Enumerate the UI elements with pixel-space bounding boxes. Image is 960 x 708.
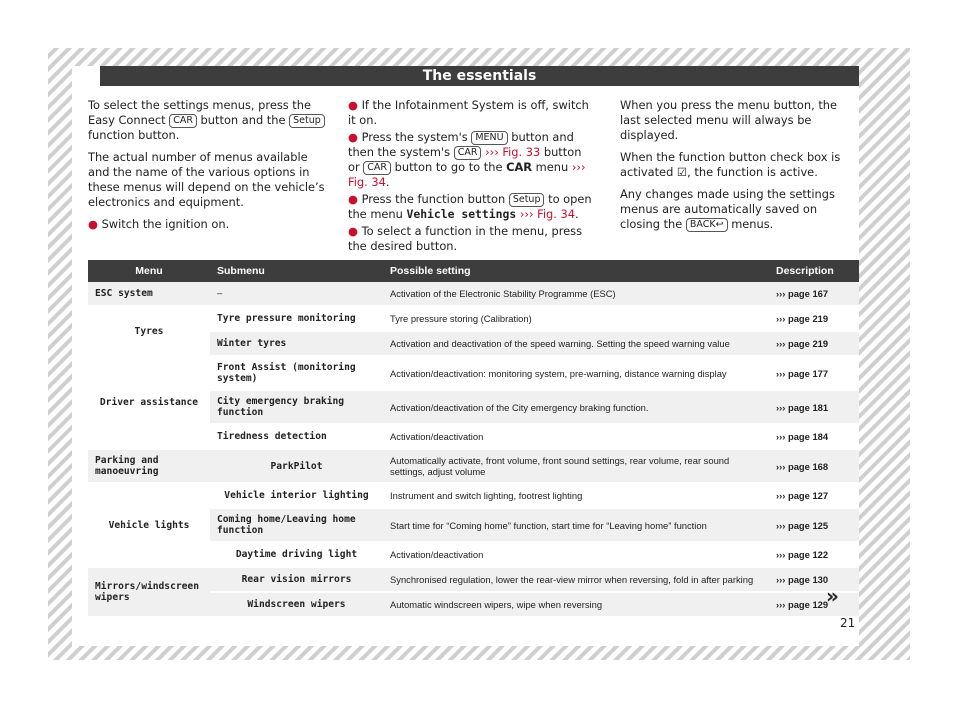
page-reference[interactable]: ››› page 167 (769, 282, 859, 306)
menu-cell: Mirrors/windscreen wipers (88, 567, 210, 617)
bullet-icon: ● (348, 192, 362, 206)
table-row (88, 449, 859, 483)
settings-table (88, 260, 859, 618)
menu-cell: Tyres (88, 306, 210, 356)
intro-column-3 (620, 98, 860, 239)
bullet-icon: ● (348, 224, 362, 238)
paragraph: When you press the menu button, the last selected menu will always be displayed. (620, 98, 838, 142)
submenu-cell: Winter tyres (210, 331, 383, 356)
intro-column-1 (88, 98, 332, 239)
menu-cell: Parking and manoeuvring (88, 449, 210, 483)
intro-column-2 (348, 98, 592, 261)
submenu-cell: Tiredness detection (210, 424, 383, 449)
page-reference[interactable]: ››› page 122 (769, 542, 859, 567)
bullet-item: ● If the Infotainment System is off, switch it on. (348, 98, 589, 127)
car-key-icon: CAR (454, 146, 482, 160)
submenu-cell: Front Assist (monitoring system) (210, 356, 383, 390)
paragraph: To select the settings menus, press the Easy Connect CAR button and the Setup function button. (88, 98, 332, 143)
submenu-cell: ParkPilot (210, 449, 383, 483)
menu-cell: Vehicle lights (88, 483, 210, 567)
setting-cell: Instrument and switch lighting, footrest lighting (383, 483, 769, 508)
setting-cell: Activation of the Electronic Stability Programme (ESC) (383, 282, 769, 306)
car-key-icon: CAR (363, 161, 391, 175)
page-reference[interactable]: ››› page 177 (769, 356, 859, 390)
back-key-icon: BACK↩ (686, 218, 728, 232)
setting-cell: Activation/deactivation of the City emergency braking function. (383, 390, 769, 424)
paragraph: Any changes made using the settings menus are automatically saved on closing the BACK↩ menus. (620, 187, 835, 231)
page-reference[interactable]: ››› page 125 (769, 508, 859, 542)
bullet-item: ● Switch the ignition on. (88, 217, 230, 231)
setting-cell: Activation and deactivation of the speed warning. Setting the speed warning value (383, 331, 769, 356)
page-reference[interactable]: ››› page 129 (769, 592, 859, 617)
bullet-icon: ● (348, 130, 362, 144)
page-reference[interactable]: ››› page 219 (769, 306, 859, 331)
setup-key-icon: Setup (289, 114, 325, 128)
submenu-cell: Windscreen wipers (210, 592, 383, 617)
submenu-cell: – (210, 282, 383, 306)
page-reference[interactable]: ››› page 127 (769, 483, 859, 508)
paragraph: The actual number of menus available and the name of the various options in these menus will depend on the vehicle’s electronics and equipment. (88, 150, 325, 209)
setup-key-icon: Setup (509, 193, 545, 207)
bullet-item: ● Press the system's MENU button and then the system's CAR ››› Fig. 33 button or CAR button to go to the CAR menu ››› Fig. 34. (348, 130, 586, 189)
setting-cell: Activation/deactivation: monitoring system, pre-warning, distance warning display (383, 356, 769, 390)
page-reference[interactable]: ››› page 168 (769, 449, 859, 483)
intro-text (88, 98, 860, 253)
submenu-cell: City emergency braking function (210, 390, 383, 424)
submenu-cell: Daytime driving light (210, 542, 383, 567)
submenu-cell: Rear vision mirrors (210, 567, 383, 592)
setting-cell: Automatically activate, front volume, front sound settings, rear volume, rear sound settings, adjust volume (383, 449, 769, 483)
page-reference[interactable]: ››› page 219 (769, 331, 859, 356)
setting-cell: Activation/deactivation (383, 542, 769, 567)
column-header: Possible setting (383, 260, 769, 282)
bullet-item: ● To select a function in the menu, press the desired button. (348, 224, 583, 253)
submenu-cell: Vehicle interior lighting (210, 483, 383, 508)
setting-cell: Synchronised regulation, lower the rear-view mirror when reversing, fold in after parking (383, 567, 769, 592)
menu-key-icon: MENU (471, 131, 507, 145)
section-header: The essentials (100, 66, 859, 86)
bullet-icon: ● (348, 98, 362, 112)
table-row (88, 567, 859, 592)
page-reference[interactable]: ››› page 184 (769, 424, 859, 449)
submenu-cell: Coming home/Leaving home function (210, 508, 383, 542)
page-reference[interactable]: ››› page 181 (769, 390, 859, 424)
continued-icon: » (826, 584, 839, 608)
figure-link[interactable]: ››› Fig. 33 (485, 145, 541, 159)
column-header: Submenu (210, 260, 383, 282)
table-row (88, 306, 859, 331)
page-reference[interactable]: ››› page 130 (769, 567, 859, 592)
table-row (88, 356, 859, 390)
figure-link[interactable]: ››› Fig. 34 (348, 160, 586, 189)
menu-cell: ESC system (88, 282, 210, 306)
checkbox-checked-icon: ☑ (676, 165, 688, 179)
setting-cell: Start time for “Coming home” function, start time for “Leaving home” function (383, 508, 769, 542)
bullet-icon: ● (88, 217, 102, 231)
menu-cell: Driver assistance (88, 356, 210, 449)
table-header-row (88, 260, 859, 282)
paragraph: When the function button check box is activated ☑, the function is active. (620, 150, 841, 179)
setting-cell: Automatic windscreen wipers, wipe when reversing (383, 592, 769, 617)
setting-cell: Tyre pressure storing (Calibration) (383, 306, 769, 331)
page-number: 21 (840, 616, 856, 630)
table-row (88, 282, 859, 306)
setting-cell: Activation/deactivation (383, 424, 769, 449)
car-key-icon: CAR (169, 114, 197, 128)
submenu-cell: Tyre pressure monitoring (210, 306, 383, 331)
bullet-item: ● Press the function button Setup to open the menu Vehicle settings ››› Fig. 34. (348, 192, 592, 221)
table-row (88, 483, 859, 508)
column-header: Menu (88, 260, 210, 282)
column-header: Description (769, 260, 859, 282)
figure-link[interactable]: ››› Fig. 34 (519, 207, 575, 221)
